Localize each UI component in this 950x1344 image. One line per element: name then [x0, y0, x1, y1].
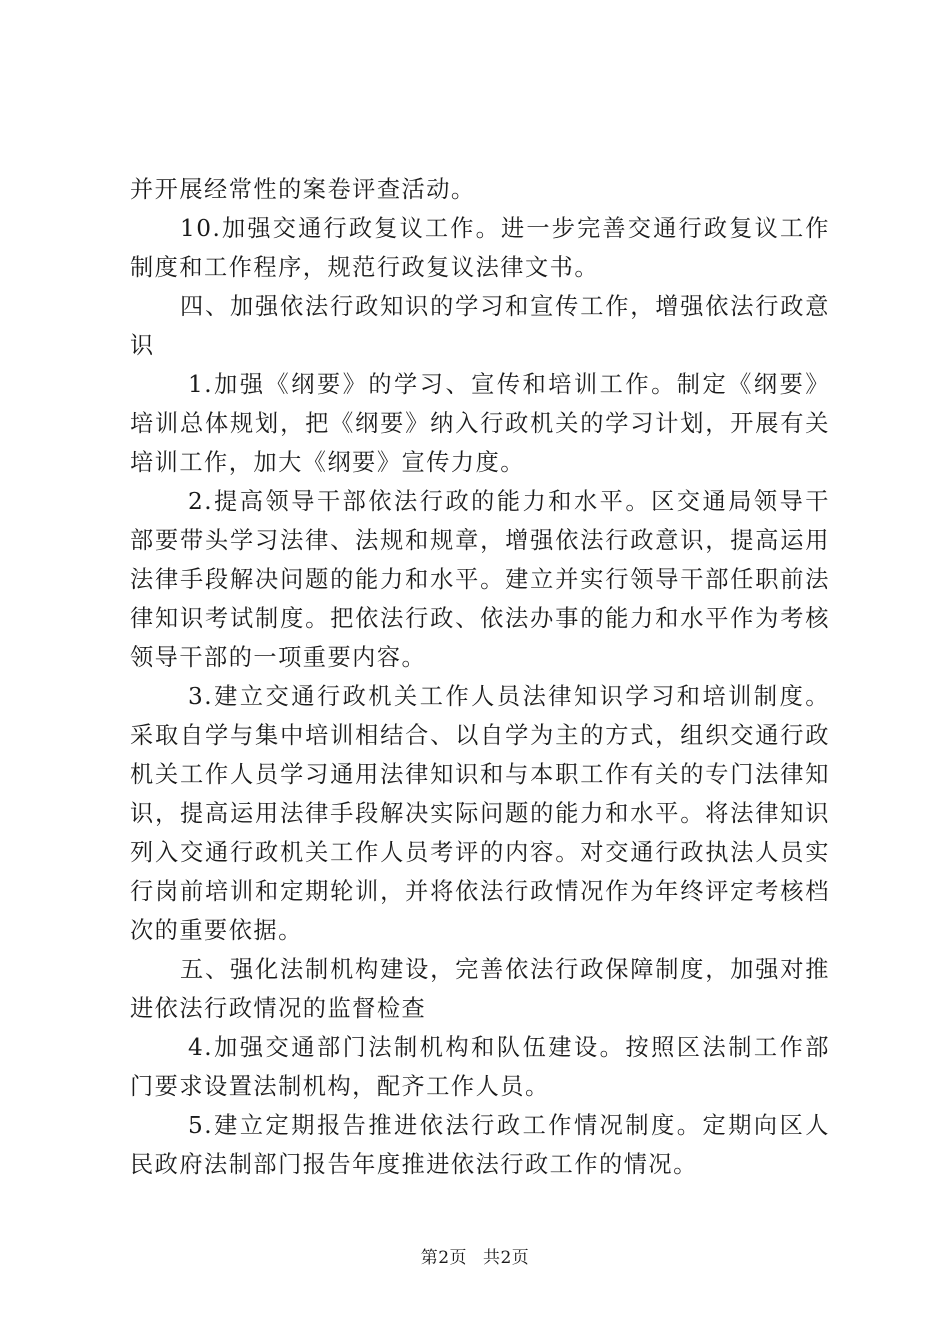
page-number-total: 共2页 [482, 1248, 530, 1268]
paragraph-item-2: 2.提高领导干部依法行政的能力和水平。区交通局领导干部要带头学习法律、法规和规章，增强依法行政意识，提高运用法律手段解决问题的能力和水平。建立并实行领导干部任职前法律知识考试制度。把依法行政、依法办事的能力和水平作为考核领导干部的一项重要内容。 [130, 488, 830, 671]
paragraph-item-3: 3.建立交通行政机关工作人员法律知识学习和培训制度。采取自学与集中培训相结合、以自学为主的方式，组织交通行政机关工作人员学习通用法律知识和与本职工作有关的专门法律知识，提高运用法律手段解决实际问题的能力和水平。将法律知识列入交通行政机关工作人员考评的内容。对交通行政执法人员实行岗前培训和定期轮训，并将依法行政情况作为年终评定考核档次的重要依据。 [130, 683, 830, 944]
document-body [130, 170, 830, 1184]
paragraph-item-10: 10.加强交通行政复议工作。进一步完善交通行政复议工作制度和工作程序，规范行政复议法律文书。 [130, 215, 830, 281]
page-number-current: 第2页 [420, 1248, 468, 1268]
paragraph-case-review-continued: 并开展经常性的案卷评查活动。 [130, 176, 476, 203]
section-heading-4: 四、加强依法行政知识的学习和宣传工作，增强依法行政意识 [130, 293, 830, 359]
paragraph-item-1: 1.加强《纲要》的学习、宣传和培训工作。制定《纲要》培训总体规划，把《纲要》纳入行政机关的学习计划，开展有关培训工作，加大《纲要》宣传力度。 [130, 371, 830, 476]
section-heading-5: 五、强化法制机构建设，完善依法行政保障制度，加强对推进依法行政情况的监督检查 [130, 956, 830, 1022]
paragraph-item-4: 4.加强交通部门法制机构和队伍建设。按照区法制工作部门要求设置法制机构，配齐工作人员。 [130, 1034, 830, 1100]
paragraph-item-5: 5.建立定期报告推进依法行政工作情况制度。定期向区人民政府法制部门报告年度推进依法行政工作的情况。 [130, 1112, 830, 1178]
page-footer [0, 1243, 950, 1268]
